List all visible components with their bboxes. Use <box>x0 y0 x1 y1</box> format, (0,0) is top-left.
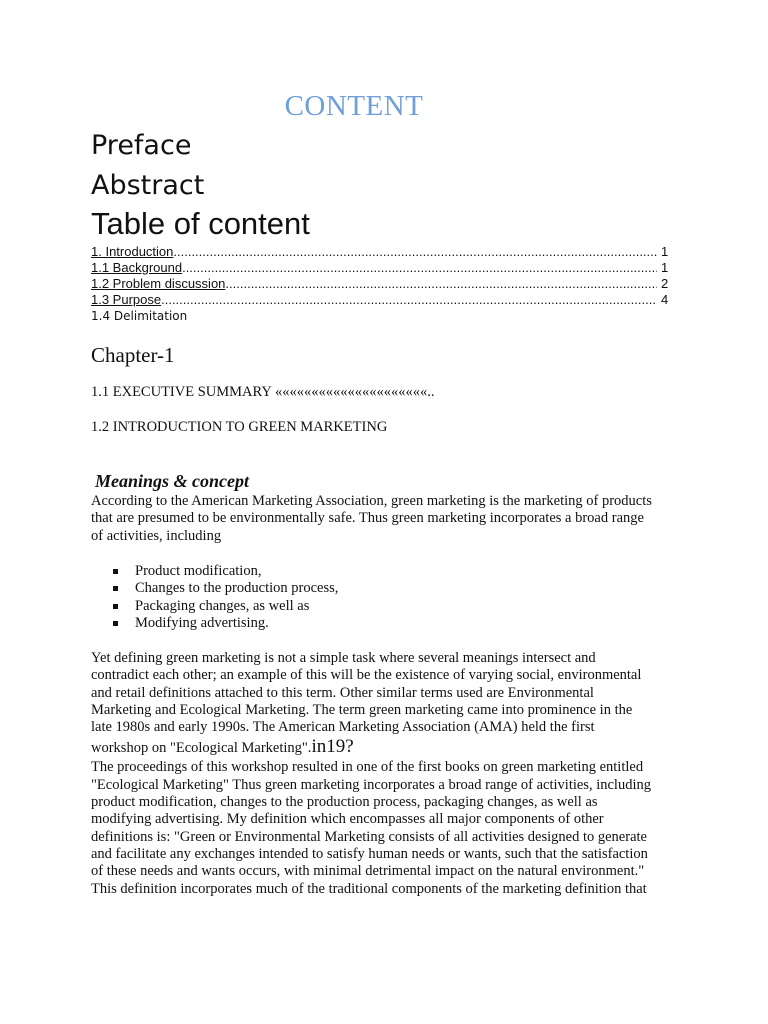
paragraph-body <box>91 650 691 898</box>
list-item-text: Modifying advertising. <box>135 614 269 631</box>
workshop-year-text: in19? <box>311 736 354 758</box>
toc-entry-label[interactable]: 1.1 Background <box>91 260 183 275</box>
activities-list <box>113 563 338 632</box>
paragraph-line: of activities, including <box>91 527 222 544</box>
toc-leader-dots <box>161 292 657 308</box>
toc-leader-dots <box>173 244 657 260</box>
list-item-text: Changes to the production process, <box>135 580 339 597</box>
paragraph-line: modifying advertising. My definition which encompasses all major components of other <box>91 811 604 828</box>
meanings-heading: Meanings & concept <box>95 471 250 491</box>
toc-entry-problem-discussion[interactable] <box>91 276 671 292</box>
toc-leader-dots <box>225 276 657 292</box>
toc-page-number: 2 <box>661 276 669 291</box>
paragraph-line: product modification, changes to the production process, packaging changes, as well as <box>91 794 598 811</box>
toc-entry-purpose[interactable] <box>91 292 671 308</box>
list-item <box>113 615 338 632</box>
list-item <box>113 598 338 615</box>
paragraph-line: According to the American Marketing Association, green marketing is the marketing of products <box>91 493 652 509</box>
toc-entry-label[interactable]: 1.3 Purpose <box>91 292 162 307</box>
document-title: CONTENT <box>284 90 424 122</box>
paragraph-definition <box>91 493 691 545</box>
toc-entry-background[interactable] <box>91 260 671 276</box>
paragraph-line: late 1980s and early 1990s. The American Marketing Association (AMA) held the first <box>91 719 595 736</box>
intro-green-marketing-line: 1.2 INTRODUCTION TO GREEN MARKETING <box>91 419 388 435</box>
paragraph-line: definitions is: "Green or Environmental Marketing consists of all activities designed to generate <box>91 828 647 845</box>
toc-heading: Table of content <box>91 206 310 241</box>
square-bullet-icon <box>113 569 118 574</box>
workshop-text: workshop on "Ecological Marketing". <box>91 740 312 757</box>
toc-entry-delimitation <box>91 308 671 324</box>
chapter-heading: Chapter-1 <box>91 343 175 367</box>
paragraph-line: of these needs and wants occurs, with minimal detrimental impact on the natural environment." <box>91 863 645 880</box>
paragraph-line: Marketing and Ecological Marketing. The term green marketing came into prominence in the <box>91 701 633 718</box>
list-item <box>113 563 338 580</box>
square-bullet-icon <box>113 604 118 609</box>
executive-summary-line: 1.1 EXECUTIVE SUMMARY «««««««««««««««««««««.. <box>91 384 435 400</box>
preface-heading: Preface <box>91 130 192 161</box>
toc-page-number: 1 <box>661 260 669 275</box>
toc-entry-label[interactable]: 1. Introduction <box>91 244 174 259</box>
toc-entry-introduction[interactable] <box>91 244 671 260</box>
paragraph-line <box>91 736 691 759</box>
table-of-contents <box>91 244 671 324</box>
paragraph-line: Yet defining green marketing is not a simple task where several meanings intersect and <box>91 650 596 666</box>
toc-entry-label: 1.4 Delimitation <box>91 309 188 323</box>
abstract-heading: Abstract <box>91 170 205 201</box>
paragraph-line: and retail definitions attached to this term. Other similar terms used are Environmental <box>91 684 594 701</box>
toc-leader-dots <box>182 260 657 276</box>
paragraph-line: "Ecological Marketing" Thus green marketing incorporates a broad range of activities, including <box>91 776 651 793</box>
paragraph-line: This definition incorporates much of the traditional components of the marketing definition that <box>91 880 647 897</box>
list-item-text: Product modification, <box>135 563 262 579</box>
paragraph-line: contradict each other; an example of this will be the existence of varying social, environmental <box>91 667 642 684</box>
toc-entry-label[interactable]: 1.2 Problem discussion <box>91 276 226 291</box>
toc-page-number: 4 <box>661 292 669 307</box>
toc-page-number: 1 <box>661 244 669 259</box>
square-bullet-icon <box>113 621 118 626</box>
paragraph-line: The proceedings of this workshop resulted in one of the first books on green marketing entitled <box>91 759 644 776</box>
paragraph-line: and facilitate any exchanges intended to satisfy human needs or wants, such that the satisfaction <box>91 845 648 862</box>
square-bullet-icon <box>113 586 118 591</box>
list-item <box>113 580 338 597</box>
list-item-text: Packaging changes, as well as <box>135 597 310 614</box>
paragraph-line: that are presumed to be environmentally safe. Thus green marketing incorporates a broad range <box>91 510 644 527</box>
